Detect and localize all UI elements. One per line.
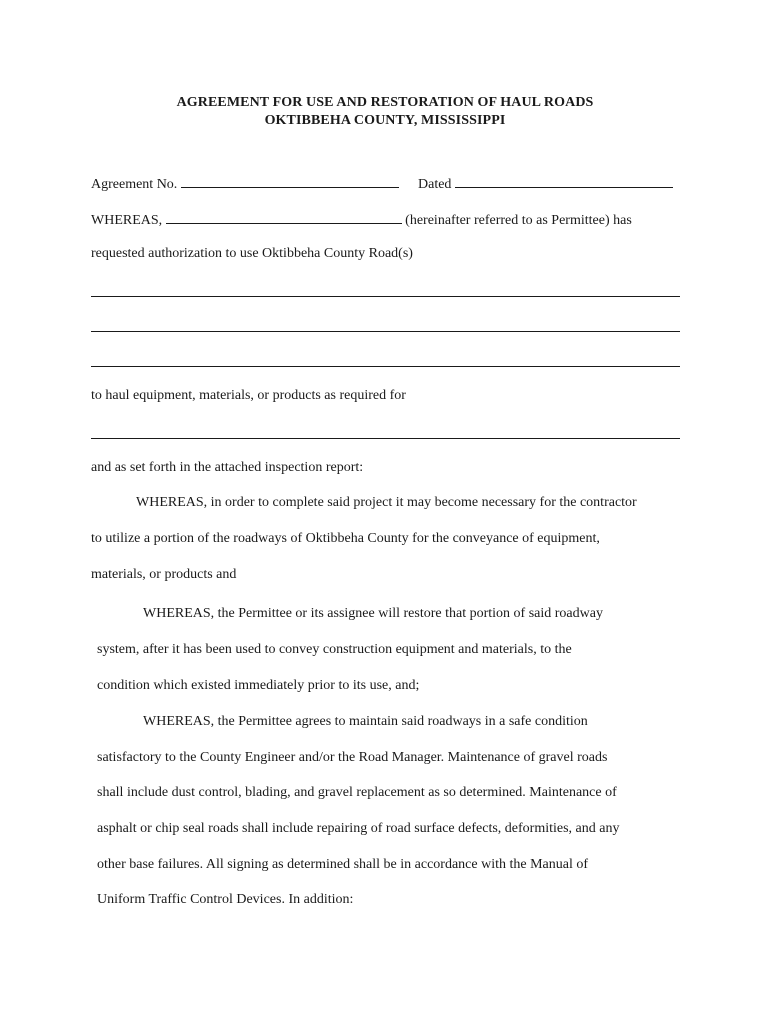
para2-line1: WHEREAS, the Permittee or its assignee will restore that portion of said roadway xyxy=(143,606,603,621)
haul-text: to haul equipment, materials, or products as required for xyxy=(91,388,406,403)
road-field-line-3[interactable] xyxy=(91,366,680,367)
document-title-line2: OKTIBBEHA COUNTY, MISSISSIPPI xyxy=(264,113,506,128)
para3-line5: other base failures. All signing as determined shall be in accordance with the Manual of xyxy=(97,857,589,872)
permittee-name-field[interactable] xyxy=(166,210,402,224)
road-field-line-1[interactable] xyxy=(91,296,680,297)
requested-text: requested authorization to use Oktibbeha County Road(s) xyxy=(91,246,413,261)
agreement-no-field[interactable] xyxy=(181,174,399,188)
para3-line4: asphalt or chip seal roads shall include repairing of road surface defects, deformities, and any xyxy=(97,821,620,836)
para1-line3: materials, or products and xyxy=(91,567,237,582)
document-title-line1: AGREEMENT FOR USE AND RESTORATION OF HAUL ROADS xyxy=(176,95,594,110)
project-field-line[interactable] xyxy=(91,438,680,439)
road-field-line-2[interactable] xyxy=(91,331,680,332)
whereas-label: WHEREAS, xyxy=(91,213,163,228)
para3-line2: satisfactory to the County Engineer and/or the Road Manager. Maintenance of gravel roads xyxy=(97,750,608,765)
dated-field[interactable] xyxy=(455,174,673,188)
agreement-no-label: Agreement No. xyxy=(91,177,178,192)
permittee-text: (hereinafter referred to as Permittee) has xyxy=(405,213,632,228)
inspection-text: and as set forth in the attached inspection report: xyxy=(91,460,364,475)
agreement-no-row xyxy=(91,174,399,193)
whereas-permittee-row xyxy=(91,210,632,229)
para2-line2: system, after it has been used to convey construction equipment and materials, to the xyxy=(97,642,572,657)
dated-label: Dated xyxy=(418,177,452,192)
para1-line1: WHEREAS, in order to complete said project it may become necessary for the contractor xyxy=(136,495,637,510)
para1-line2: to utilize a portion of the roadways of Oktibbeha County for the conveyance of equipment, xyxy=(91,531,600,546)
para3-line3: shall include dust control, blading, and gravel replacement as so determined. Maintenance of xyxy=(97,785,617,800)
dated-row xyxy=(418,174,673,193)
para3-line6: Uniform Traffic Control Devices. In addition: xyxy=(97,892,354,907)
para3-line1: WHEREAS, the Permittee agrees to maintain said roadways in a safe condition xyxy=(143,714,588,729)
para2-line3: condition which existed immediately prior to its use, and; xyxy=(97,678,420,693)
